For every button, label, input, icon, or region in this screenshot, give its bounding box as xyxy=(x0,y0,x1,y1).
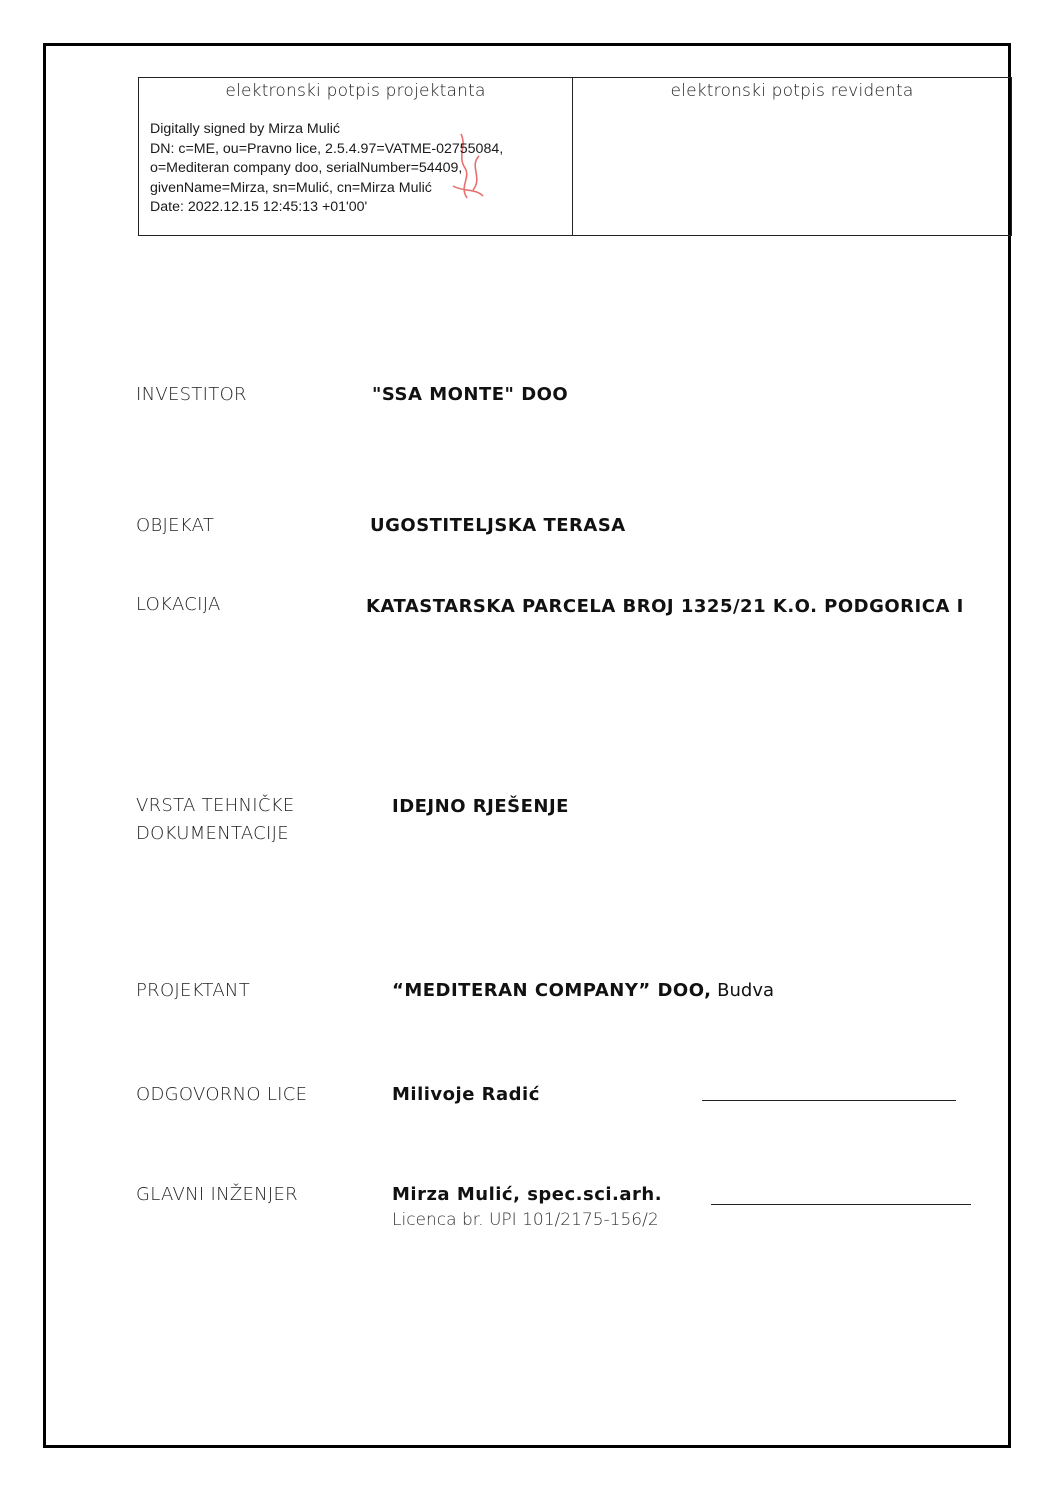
designer-company: “MEDITERAN COMPANY” DOO, xyxy=(392,980,712,1001)
doc-type-label-line2: DOKUMENTACIJE xyxy=(136,823,289,844)
signature-line: DN: c=ME, ou=Pravno lice, 2.5.4.97=VATME-02755084, xyxy=(150,140,504,157)
designer-signature-cell xyxy=(139,78,573,235)
designer-city: Budva xyxy=(711,980,775,1001)
responsible-signature-line xyxy=(702,1100,956,1101)
chief-engineer-license: Licenca br. UPI 101/2175-156/2 xyxy=(392,1210,659,1230)
object-value: UGOSTITELJSKA TERASA xyxy=(370,515,626,536)
signature-line: Digitally signed by Mirza Mulić xyxy=(150,121,341,137)
responsible-value: Milivoje Radić xyxy=(392,1084,540,1105)
reviewer-signature-header: elektronski potpis revidenta xyxy=(670,81,914,101)
doc-type-label-line1: VRSTA TEHNIČKE xyxy=(136,795,295,816)
chief-engineer-signature-line xyxy=(711,1204,971,1205)
location-label: LOKACIJA xyxy=(136,594,221,615)
responsible-label: ODGOVORNO LICE xyxy=(136,1084,308,1105)
signature-line: o=Mediteran company doo, serialNumber=54409, xyxy=(150,160,463,176)
designer-value xyxy=(392,978,774,1004)
doc-type-value: IDEJNO RJEŠENJE xyxy=(392,796,569,817)
signature-line: Date: 2022.12.15 12:45:13 +01'00' xyxy=(150,199,368,215)
designer-signature-header: elektronski potpis projektanta xyxy=(225,81,486,101)
investor-value: "SSA MONTE" DOO xyxy=(372,384,569,405)
object-label: OBJEKAT xyxy=(136,515,215,536)
designer-label: PROJEKTANT xyxy=(136,980,250,1001)
investor-label: INVESTITOR xyxy=(136,384,247,405)
chief-engineer-label: GLAVNI INŽENJER xyxy=(136,1184,298,1205)
page-border xyxy=(43,43,1011,1448)
chief-engineer-value: Mirza Mulić, spec.sci.arh. xyxy=(392,1184,663,1205)
reviewer-signature-cell xyxy=(573,78,1011,235)
location-value: KATASTARSKA PARCELA BROJ 1325/21 K.O. PODGORICA I xyxy=(366,596,964,617)
digital-signature-details xyxy=(150,120,503,218)
signature-table xyxy=(138,77,1012,236)
signature-line: givenName=Mirza, sn=Mulić, cn=Mirza Mulić xyxy=(150,179,432,196)
